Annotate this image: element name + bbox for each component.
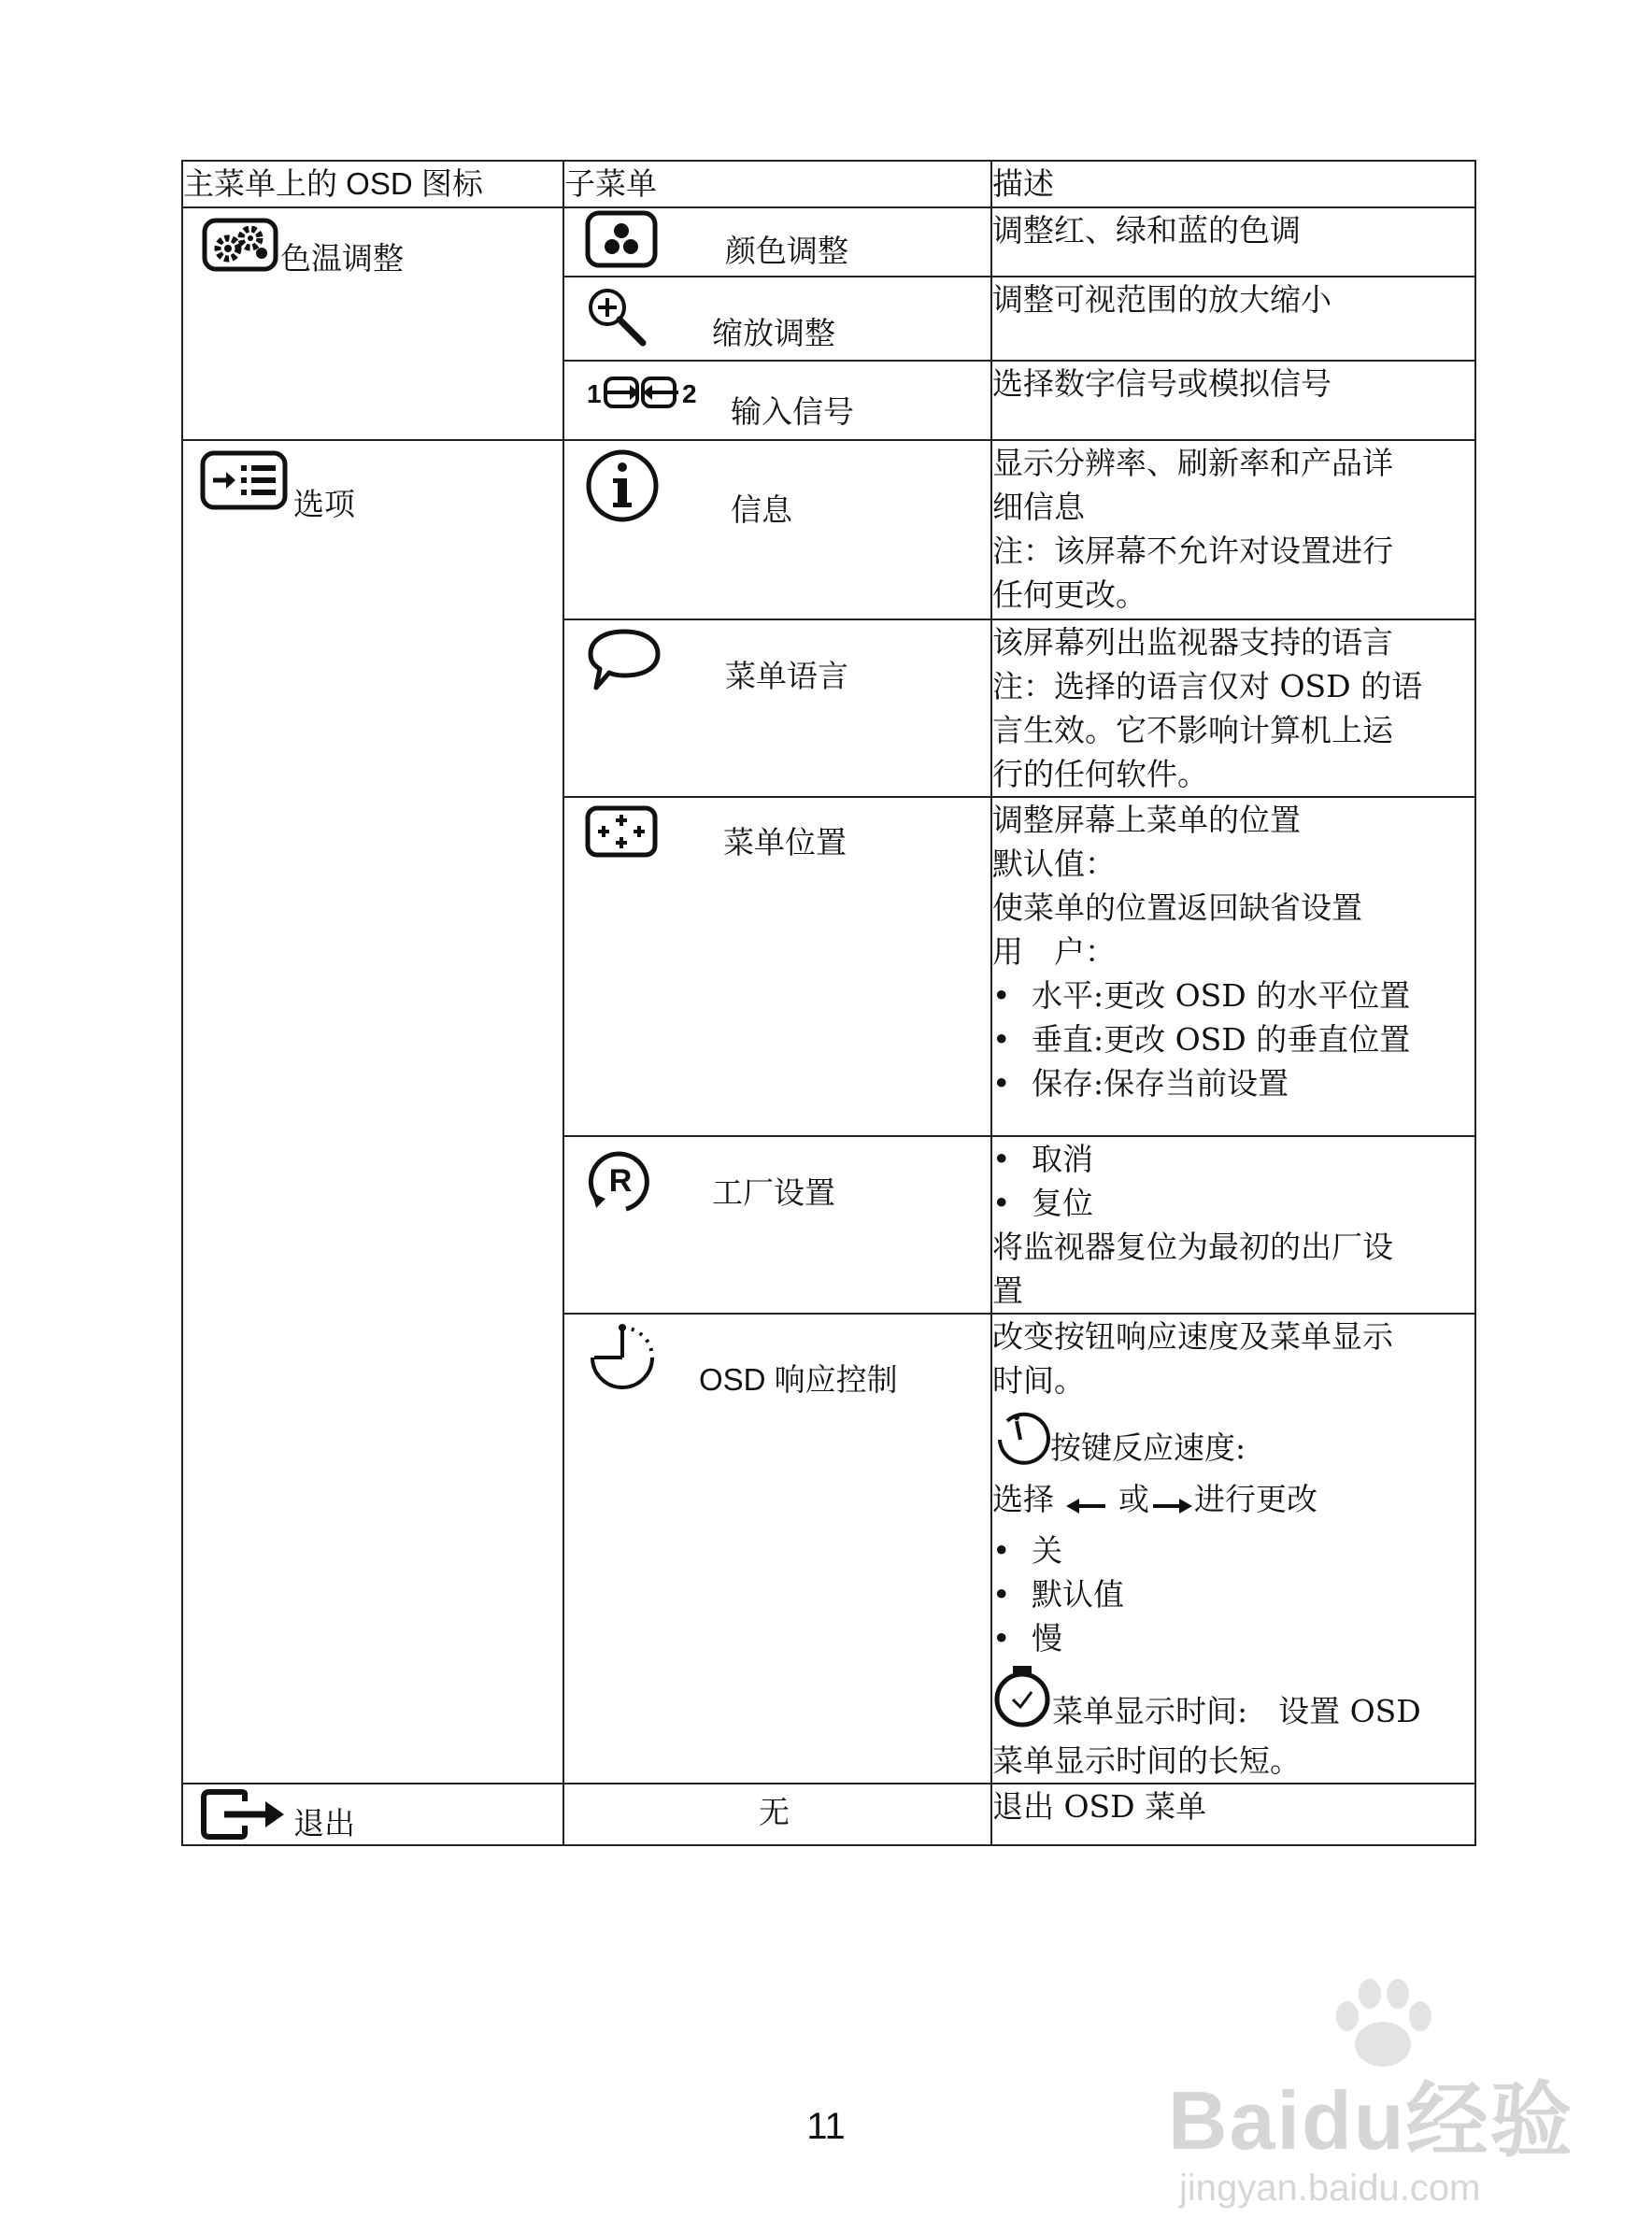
description-cell: 选择数字信号或模拟信号: [991, 361, 1475, 440]
description-cell: 显示分辨率、刷新率和产品详 细信息 注：该屏幕不允许对设置进行 任何更改。: [991, 440, 1475, 619]
description-cell: 调整屏幕上菜单的位置 默认值： 使菜单的位置返回缺省设置 用 户： • 水平:更改 OSD 的水平位置 • 垂直:更改 OSD 的垂直位置 • 保存:保存当前设置: [991, 797, 1475, 1136]
table-row: [182, 440, 1475, 619]
main-item-label: 退出: [293, 1805, 355, 1841]
arrow-left-icon: [1064, 1485, 1109, 1528]
svg-text:R: R: [608, 1163, 633, 1199]
arrow-right-icon: [1149, 1485, 1194, 1528]
main-item-exit: [182, 1784, 563, 1845]
menu-position-icon: [585, 805, 660, 873]
main-item-options: [182, 440, 563, 1784]
header-submenu: 子菜单: [563, 161, 991, 207]
submenu-factory-reset: R 工厂设置: [563, 1136, 991, 1314]
stopwatch-icon: [992, 1412, 1050, 1477]
list-item: • 默认值: [992, 1576, 1124, 1613]
submenu-osd-response: OSD 响应控制: [563, 1314, 991, 1784]
table-header-row: [182, 161, 1475, 207]
submenu-info: 信息: [563, 440, 991, 619]
watermark-url: jingyan.baidu.com: [1179, 2168, 1481, 2209]
page-number: 11: [806, 2106, 846, 2147]
description-cell: 退出 OSD 菜单: [991, 1784, 1475, 1845]
list-item: • 水平:更改 OSD 的水平位置: [992, 977, 1411, 1014]
svg-text:1: 1: [587, 379, 602, 408]
list-item: • 关: [992, 1532, 1062, 1569]
exit-icon: [200, 1788, 286, 1852]
zoom-in-icon: [585, 285, 650, 362]
submenu-menu-position: 菜单位置: [563, 797, 991, 1136]
list-item: • 取消: [992, 1141, 1093, 1177]
list-item: • 复位: [992, 1185, 1093, 1221]
svg-text:2: 2: [682, 379, 697, 408]
watermark-brand: Baidu经验: [1168, 2074, 1574, 2167]
options-list-icon: [200, 450, 290, 523]
main-item-color-temp: [182, 207, 563, 440]
timer-icon: [585, 1320, 660, 1406]
main-item-label: 色温调整: [280, 240, 404, 277]
factory-reset-icon: [585, 1146, 656, 1229]
table-row: [182, 207, 1475, 277]
submenu-color-adjust: 颜色调整: [563, 207, 991, 277]
description-cell: 调整红、绿和蓝的色调: [991, 207, 1475, 277]
table-row: [182, 1784, 1475, 1845]
list-item: • 垂直:更改 OSD 的垂直位置: [992, 1021, 1411, 1058]
list-item: • 保存:保存当前设置: [992, 1065, 1289, 1102]
header-description: 描述: [991, 161, 1475, 207]
submenu-zoom: 缩放调整: [563, 277, 991, 361]
list-item: • 慢: [992, 1620, 1062, 1656]
gears-icon: [202, 218, 280, 285]
description-cell: 调整可视范围的放大缩小: [991, 277, 1475, 361]
clock-icon: [992, 1664, 1052, 1739]
input-switch-icon: [585, 371, 706, 429]
description-cell: • 取消 • 复位 将监视器复位为最初的出厂设 置: [991, 1136, 1475, 1314]
description-cell: 改变按钮响应速度及菜单显示 时间。 按键反应速度: 选择 或 进行更改 • 关 • 默认值 • 慢 菜单显示时间: 设置 OSD 菜单显示时间的长短。: [991, 1314, 1475, 1784]
color-dots-icon: [585, 210, 658, 279]
main-item-label: 选项: [293, 486, 355, 522]
osd-menu-table: [181, 160, 1476, 1846]
speech-bubble-icon: [585, 626, 663, 706]
description-cell: 该屏幕列出监视器支持的语言 注：选择的语言仅对 OSD 的语 言生效。它不影响计算机上运 行的任何软件。: [991, 619, 1475, 797]
header-main-icon: 主菜单上的 OSD 图标: [182, 161, 563, 207]
submenu-none: 无: [563, 1784, 991, 1845]
submenu-input-signal: 1 2 输入信号: [563, 361, 991, 440]
submenu-menu-language: 菜单语言: [563, 619, 991, 797]
info-icon: [585, 448, 660, 534]
